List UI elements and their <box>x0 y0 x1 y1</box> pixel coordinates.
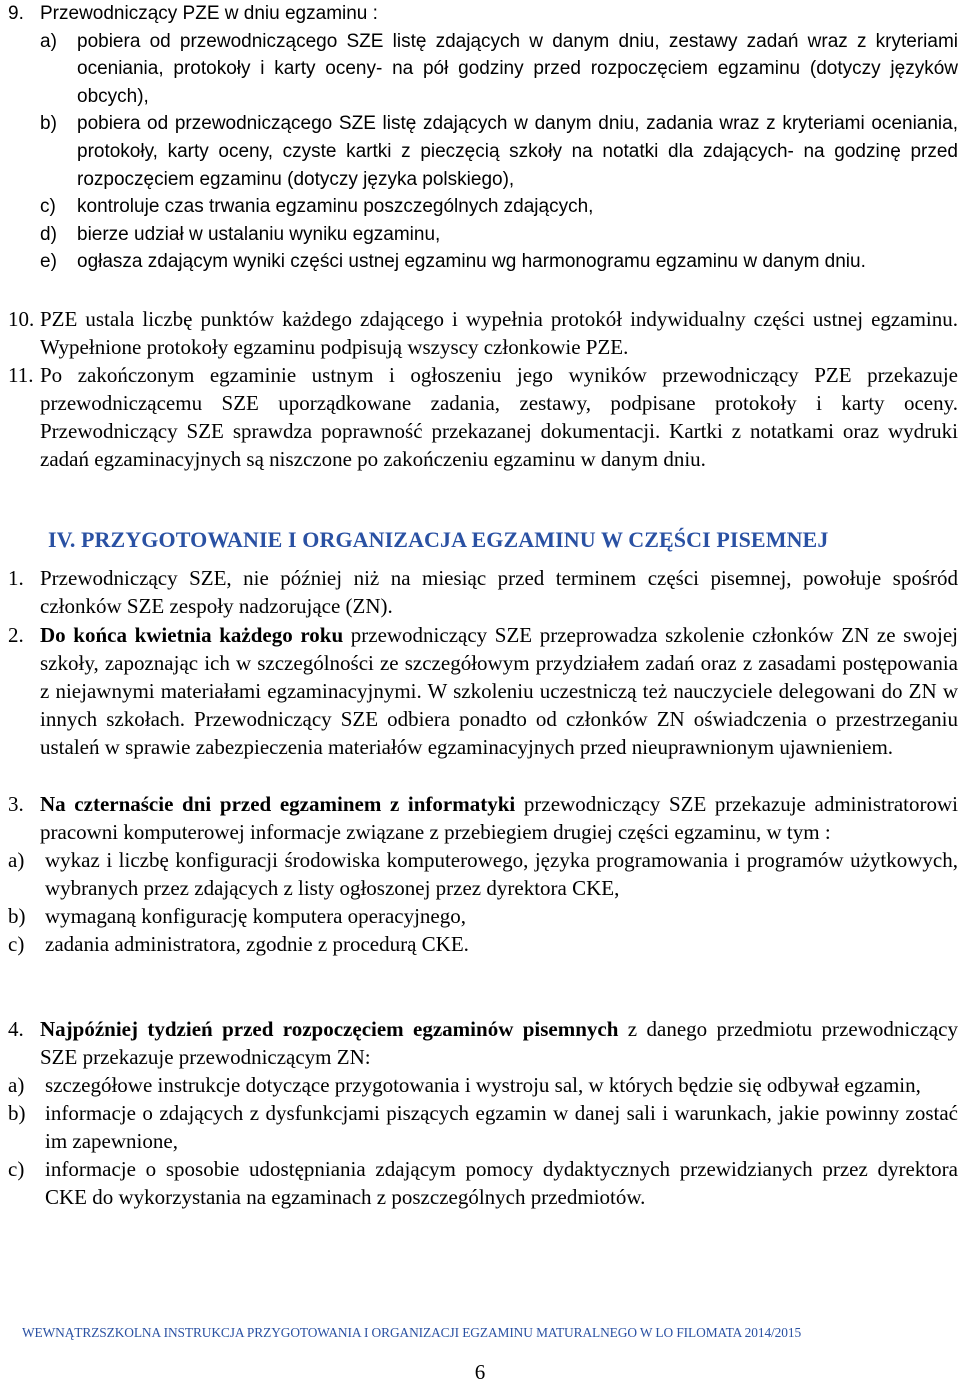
list-item-label: a) <box>8 848 25 872</box>
footer-title: WEWNĄTRZSZKOLNA INSTRUKCJA PRZYGOTOWANIA I ORGANIZACJI EGZAMINU MATURALNEGO W LO FILOMATA <box>22 1325 742 1340</box>
section-9-intro: Przewodniczący PZE w dniu egzaminu : <box>40 3 378 24</box>
list-item-label: c) <box>8 932 25 956</box>
page-footer <box>22 1325 952 1341</box>
list-item-label: a) <box>40 30 57 52</box>
list-item-text: bierze udział w ustalaniu wyniku egzaminu, <box>77 223 441 245</box>
point-2-paragraph <box>40 621 958 761</box>
point-1-number: 1. <box>8 566 24 590</box>
point-3-bold-lead: Na czternaście dni przed egzaminem z informatyki <box>40 792 516 816</box>
section-11 <box>8 361 958 473</box>
section-9 <box>8 0 958 276</box>
footer-year: 2014/2015 <box>744 1325 802 1340</box>
list-item-label: b) <box>8 904 26 928</box>
section-10-number: 10. <box>8 307 35 331</box>
list-item-text: wykaz i liczbę konfiguracji środowiska komputerowego, języka programowania i programów użytkowych, wybranych przez zdających z listy ogłoszonej przez dyrektora CKE, <box>45 848 958 900</box>
list-item-label: c) <box>8 1157 25 1181</box>
point-3-paragraph <box>40 790 958 846</box>
list-item-text: pobiera od przewodniczącego SZE listę zdających w danym dniu, zadania wraz z kryteriami oceniania, protokoły, karty oceny, czyste kartki z pieczęcią szkoły na notatki dla zdających- na godzinę przed rozpoczęciem egzaminu (dotyczy języka polskiego), <box>77 113 958 190</box>
list-item-text: pobiera od przewodniczącego SZE listę zdających w danym dniu, zestawy zadań wraz z kryteriami oceniania, protokoły i karty oceny- na pół godziny przed rozpoczęciem egzaminu (dotyczy języków obcych), <box>77 30 958 107</box>
point-4-paragraph <box>40 1015 958 1071</box>
point-2 <box>8 621 958 761</box>
list-item-label: c) <box>40 196 56 218</box>
point-3-number: 3. <box>8 792 24 816</box>
point-4-text: z danego przedmiotu przewodniczący SZE przekazuje przewodniczącym ZN: <box>40 1017 958 1069</box>
list-item-label: a) <box>8 1073 25 1097</box>
point-4-number: 4. <box>8 1017 24 1041</box>
list-item-text: kontroluje czas trwania egzaminu poszczególnych zdających, <box>77 196 594 218</box>
section-10 <box>8 305 958 361</box>
list-item-text: szczegółowe instrukcje dotyczące przygotowania i wystroju sal, w których będzie się odbywał egzamin, <box>45 1073 921 1097</box>
list-item-text: informacje o zdających z dysfunkcjami piszących egzamin w danej sali i warunkach, jakie powinny zostać im zapewnione, <box>45 1101 958 1153</box>
section-9-number: 9. <box>8 3 24 24</box>
list-item-text: zadania administratora, zgodnie z procedurą CKE. <box>45 932 469 956</box>
list-item-label: b) <box>40 113 57 135</box>
list-item-label: e) <box>40 251 57 273</box>
point-2-bold-lead: Do końca kwietnia każdego roku <box>40 623 344 647</box>
point-4-bold-lead: Najpóźniej tydzień przed rozpoczęciem egzaminów pisemnych <box>40 1017 619 1041</box>
point-1-text: Przewodniczący SZE, nie później niż na miesiąc przed terminem części pisemnej, powołuje spośród członków SZE zespoły nadzorujące (ZN). <box>40 566 958 618</box>
section-heading: IV. PRZYGOTOWANIE I ORGANIZACJA EGZAMINU W CZĘŚCI PISEMNEJ <box>48 527 829 552</box>
point-1 <box>8 564 958 620</box>
point-3-text: przewodniczący SZE przekazuje administratorowi pracowni komputerowej informacje związane z przebiegiem drugiej części egzaminu, w tym : <box>40 792 958 844</box>
section-10-text: PZE ustala liczbę punktów każdego zdającego i wypełnia protokół indywidualny części ustnej egzaminu. Wypełnione protokoły egzaminu podpisują wszyscy członkowie PZE. <box>40 307 958 359</box>
list-item-label: d) <box>40 223 57 245</box>
list-item-text: informacje o sposobie udostępniania zdającym pomocy dydaktycznych przewidzianych przez dyrektora CKE do wykorzystania na egzaminach z poszczególnych przedmiotów. <box>45 1157 958 1209</box>
page-number: 6 <box>474 1360 486 1384</box>
point-3 <box>8 790 958 958</box>
list-item-text: ogłasza zdającym wyniki części ustnej egzaminu wg harmonogramu egzaminu w danym dniu. <box>77 251 866 273</box>
point-4 <box>8 1015 958 1211</box>
list-item-label: b) <box>8 1101 26 1125</box>
point-2-text: przewodniczący SZE przeprowadza szkolenie członków ZN ze swojej szkoły, zapoznając ich w szczególności ze szczegółowym przydziałem zadań oraz z zasadami postępowania z niejawnymi materiałami egzaminacyjnymi. W szkoleniu uczestniczą też nauczyciele delegowani do ZN w innych szkołach. Przewodniczący SZE odbiera ponadto od członków ZN oświadczenia o przestrzeganiu ustaleń w sprawie zabezpieczenia materiałów egzaminacyjnych przed nieuprawnionym ujawnieniem. <box>40 623 959 759</box>
list-item-text: wymaganą konfigurację komputera operacyjnego, <box>45 904 466 928</box>
section-11-number: 11. <box>8 363 34 387</box>
section-11-text: Po zakończonym egzaminie ustnym i ogłoszeniu jego wyników przewodniczący PZE przekazuje przewodniczącemu SZE uporządkowane zadania, zestawy, podpisane protokoły i karty oceny. Przewodniczący SZE sprawdza poprawność przekazanej dokumentacji. Kartki z notatkami oraz wydruki zadań egzaminacyjnych są niszczone po zakończeniu egzaminu w danym dniu. <box>40 363 958 471</box>
point-2-number: 2. <box>8 623 24 647</box>
